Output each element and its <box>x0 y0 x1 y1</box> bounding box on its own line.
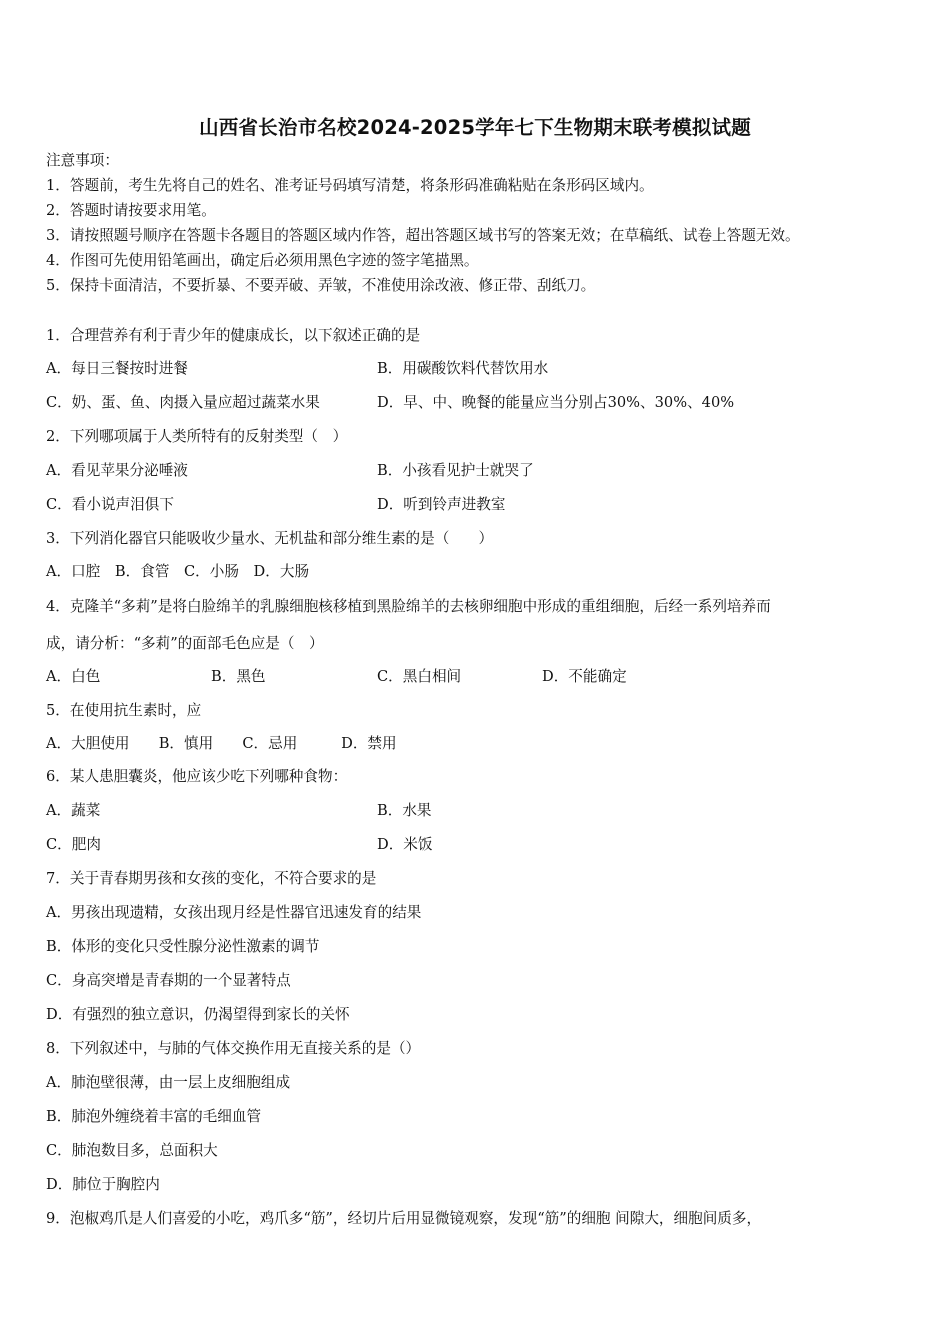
question-3-stem: 3．下列消化器官只能吸收少量水、无机盐和部分维生素的是（ ） <box>46 530 494 547</box>
question-6-option-d: D．米饭 <box>377 836 433 853</box>
question-6-option-c: C．肥肉 <box>46 836 101 853</box>
question-1-option-a: A．每日三餐按时进餐 <box>46 360 188 377</box>
notice-item: 3．请按照题号顺序在答题卡各题目的答题区域内作答，超出答题区域书写的答案无效；在草稿纸、试卷上答题无效。 <box>46 227 800 244</box>
question-2-option-c: C．看小说声泪俱下 <box>46 496 174 513</box>
question-6-stem: 6．某人患胆囊炎，他应该少吃下列哪种食物： <box>46 768 348 785</box>
question-5-options: A．大胆使用 B．慎用 C．忌用 D．禁用 <box>46 735 397 752</box>
question-7-option-b: B．体形的变化只受性腺分泌性激素的调节 <box>46 938 320 955</box>
question-4-option-b: B．黑色 <box>211 668 266 685</box>
question-1-option-c: C．奶、蛋、鱼、肉摄入量应超过蔬菜水果 <box>46 394 320 411</box>
question-6-option-b: B．水果 <box>377 802 432 819</box>
question-6-option-a: A．蔬菜 <box>46 802 101 819</box>
question-5-stem: 5．在使用抗生素时，应 <box>46 702 202 719</box>
question-2-stem: 2．下列哪项属于人类所特有的反射类型（ ） <box>46 428 348 445</box>
question-8-option-d: D．肺位于胸腔内 <box>46 1176 160 1193</box>
page-title: 山西省长治市名校2024-2025学年七下生物期末联考模拟试题 <box>199 116 751 139</box>
question-4-stem: 4．克隆羊“多莉”是将白脸绵羊的乳腺细胞核移植到黑脸绵羊的去核卵细胞中形成的重组细胞，后经一系列培养而 <box>46 598 771 615</box>
question-4-option-a: A．白色 <box>46 668 101 685</box>
question-1-option-b: B．用碳酸饮料代替饮用水 <box>377 360 549 377</box>
question-2-option-b: B．小孩看见护士就哭了 <box>377 462 534 479</box>
question-2-option-a: A．看见苹果分泌唾液 <box>46 462 188 479</box>
notice-heading: 注意事项： <box>46 152 119 169</box>
question-3-options: A．口腔 B．食管 C．小肠 D．大肠 <box>46 563 310 580</box>
question-8-stem: 8．下列叙述中，与肺的气体交换作用无直接关系的是（） <box>46 1040 421 1057</box>
question-4-stem-continued: 成，请分析：“多莉”的面部毛色应是（ ） <box>46 635 324 652</box>
notice-item: 5．保持卡面清洁，不要折暴、不要弄破、弄皱，不准使用涂改液、修正带、刮纸刀。 <box>46 277 596 294</box>
question-8-option-a: A．肺泡壁很薄，由一层上皮细胞组成 <box>46 1074 291 1091</box>
question-4-option-c: C．黑白相间 <box>377 668 462 685</box>
question-8-option-c: C．肺泡数目多，总面积大 <box>46 1142 218 1159</box>
question-9-stem: 9．泡椒鸡爪是人们喜爱的小吃，鸡爪多“筋”，经切片后用显微镜观察，发现“筋”的细胞 间隙大，细胞间质多， <box>46 1210 762 1227</box>
question-7-stem: 7．关于青春期男孩和女孩的变化，不符合要求的是 <box>46 870 377 887</box>
question-8-option-b: B．肺泡外缠绕着丰富的毛细血管 <box>46 1108 262 1125</box>
question-2-option-d: D．听到铃声进教室 <box>377 496 506 513</box>
notice-item: 1．答题前，考生先将自己的姓名、准考证号码填写清楚，将条形码准确粘贴在条形码区域内。 <box>46 177 654 194</box>
notice-item: 4．作图可先使用铅笔画出，确定后必须用黑色字迹的签字笔描黑。 <box>46 252 479 269</box>
question-7-option-c: C．身高突增是青春期的一个显著特点 <box>46 972 291 989</box>
notice-item: 2．答题时请按要求用笔。 <box>46 202 216 219</box>
question-4-option-d: D．不能确定 <box>542 668 627 685</box>
question-1-stem: 1．合理营养有利于青少年的健康成长，以下叙述正确的是 <box>46 327 421 344</box>
question-7-option-a: A．男孩出现遗精，女孩出现月经是性器官迅速发育的结果 <box>46 904 422 921</box>
question-7-option-d: D．有强烈的独立意识，仍渴望得到家长的关怀 <box>46 1006 350 1023</box>
question-1-option-d: D．早、中、晚餐的能量应当分别占30%、30%、40% <box>377 394 735 411</box>
